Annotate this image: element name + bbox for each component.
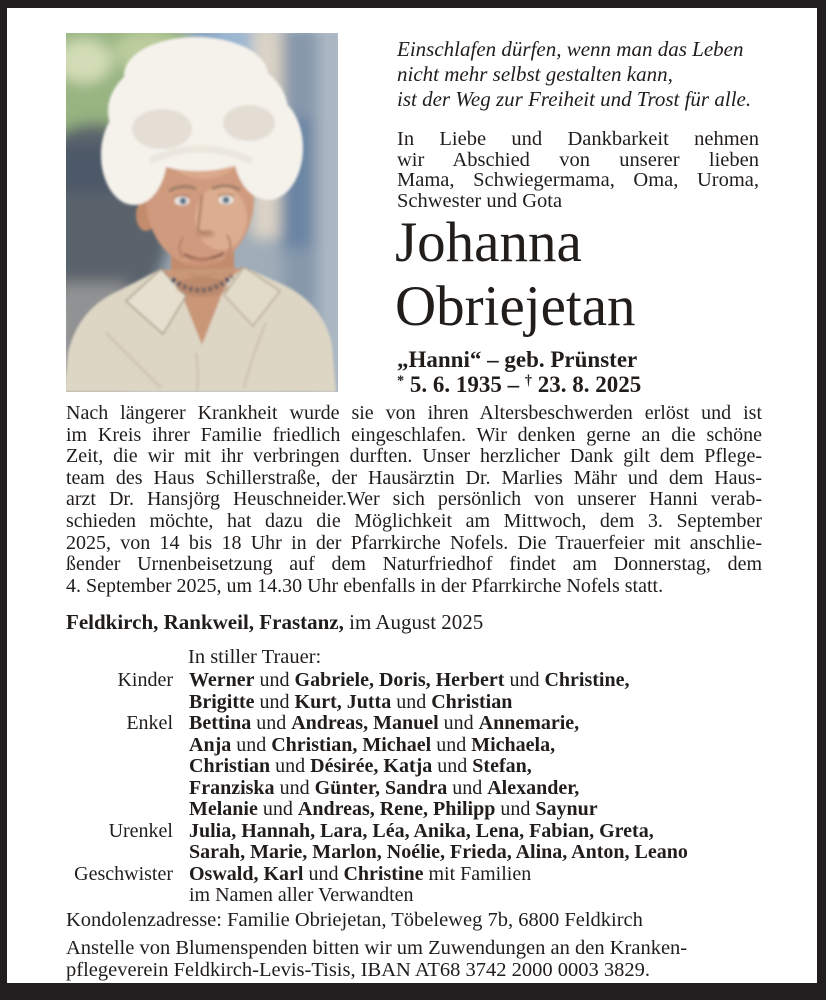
- death-symbol: †: [524, 372, 532, 389]
- life-dates: [397, 372, 641, 398]
- mourning-header: In stiller Trauer:: [188, 646, 322, 668]
- text-line: Nach längerer Krankheit wurde sie von ihren Altersbeschwerden erlöst und ist: [66, 402, 762, 424]
- text-line: Anstelle von Blumenspenden bitten wir um Zuwendungen an den Kranken-: [66, 937, 688, 959]
- family-names-line: Bettina und Andreas, Manuel und Annemarie,: [189, 712, 580, 734]
- text-line: schieden möchte, hat dazu die Möglichkeit am Mittwoch, dem 3. September: [66, 509, 762, 532]
- family-names-line: Sarah, Marie, Marlon, Noélie, Frieda, Alina, Anton, Leano: [189, 841, 688, 863]
- dateline-places: Feldkirch, Rankweil, Frastanz,: [66, 610, 344, 634]
- text-line: Einschlafen dürfen, wenn man das Leben: [397, 37, 744, 61]
- family-role-label: [66, 692, 173, 714]
- family-role-label: Urenkel: [108, 819, 173, 842]
- memorial-quote: [397, 37, 761, 112]
- family-names-line: Werner und Gabriele, Doris, Herbert und Christine,: [189, 669, 630, 691]
- birth-date: 5. 6. 1935: [409, 372, 502, 397]
- family-names-line: Christian und Désirée, Katja und Stefan,: [189, 755, 532, 777]
- text-line: team des Haus Schillerstraße, der Hausärztin Dr. Marlies Mähr und dem Haus-: [66, 466, 762, 489]
- deceased-last-name: Obriejetan: [395, 275, 636, 338]
- deceased-name: [395, 211, 775, 339]
- portrait-photo-illustration: [66, 33, 338, 392]
- family-names-line: Franziska und Günter, Sandra und Alexander,: [189, 776, 580, 799]
- text-line: im Kreis ihrer Familie friedlich eingeschlafen. Wir denken gerne an die schöne: [66, 423, 762, 446]
- dateline-date: im August 2025: [343, 610, 484, 634]
- text-line: 2025, von 14 bis 18 Uhr in der Pfarrkirche Nofels. Die Trauerfeier mit anschlie-: [66, 531, 762, 554]
- family-names-line: Oswald, Karl und Christine mit Familien: [189, 862, 532, 885]
- family-role-label: [66, 778, 173, 800]
- family-role-label: Geschwister: [74, 862, 173, 885]
- text-line: ßender Urnenbeisetzung auf dem Naturfriedhof findet am Donnerstag, dem: [66, 553, 762, 576]
- family-names-line: Julia, Hannah, Lara, Léa, Anika, Lena, Fabian, Greta,: [189, 819, 654, 842]
- family-role-label: Enkel: [126, 712, 173, 734]
- text-line: wir Abschied von unserer lieben: [397, 148, 759, 171]
- family-role-label: [66, 799, 173, 821]
- text-line: In Liebe und Dankbarkeit nehmen: [397, 128, 759, 150]
- text-line: Schwester und Gota: [397, 189, 563, 212]
- text-line: Zeit, die wir mit ihr verbringen durften. Unser herzlicher Dank gilt dem Pflege-: [66, 445, 762, 468]
- text-line: nicht mehr selbst gestalten kann,: [397, 62, 673, 86]
- portrait-photo: [66, 33, 338, 392]
- donation-note: [66, 937, 766, 981]
- family-role-label: [66, 885, 173, 907]
- death-date: 23. 8. 2025: [537, 372, 642, 397]
- family-names-line: im Namen aller Verwandten: [189, 884, 414, 906]
- family-role-label: [66, 842, 173, 864]
- family-names-line: Brigitte und Kurt, Jutta und Christian: [189, 690, 513, 713]
- nickname-maiden-name: „Hanni“ – geb. Prünster: [397, 347, 638, 372]
- family-role-label: [66, 735, 173, 757]
- text-line: Mama, Schwiegermama, Oma, Uroma,: [397, 169, 759, 191]
- dateline: [66, 610, 483, 635]
- text-line: ist der Weg zur Freiheit und Trost für alle.: [397, 87, 752, 111]
- text-line: arzt Dr. Hansjörg Heuschneider.Wer sich persönlich von unserer Hanni verab-: [66, 488, 762, 511]
- text-line: 4. September 2025, um 14.30 Uhr ebenfalls in der Pfarrkirche Nofels statt.: [66, 574, 664, 597]
- birth-symbol: *: [397, 372, 405, 389]
- family-names-line: Melanie und Andreas, Rene, Philipp und Saynur: [189, 798, 598, 820]
- family-role-label: Kinder: [117, 669, 173, 691]
- obituary-text: [66, 403, 762, 597]
- condolence-address: Kondolenzadresse: Familie Obriejetan, Töbeleweg 7b, 6800 Feldkirch: [66, 909, 643, 931]
- deceased-first-name: Johanna: [395, 211, 582, 274]
- obituary-card: [7, 8, 817, 983]
- family-names-line: Anja und Christian, Michael und Michaela,: [189, 733, 556, 756]
- dates-separator: –: [507, 372, 520, 397]
- farewell-intro: [397, 129, 759, 211]
- family-role-label: [66, 756, 173, 778]
- text-line: pflegeverein Feldkirch-Levis-Tisis, IBAN AT68 3742 2000 0003 3829.: [66, 959, 651, 981]
- family-list: [66, 670, 766, 907]
